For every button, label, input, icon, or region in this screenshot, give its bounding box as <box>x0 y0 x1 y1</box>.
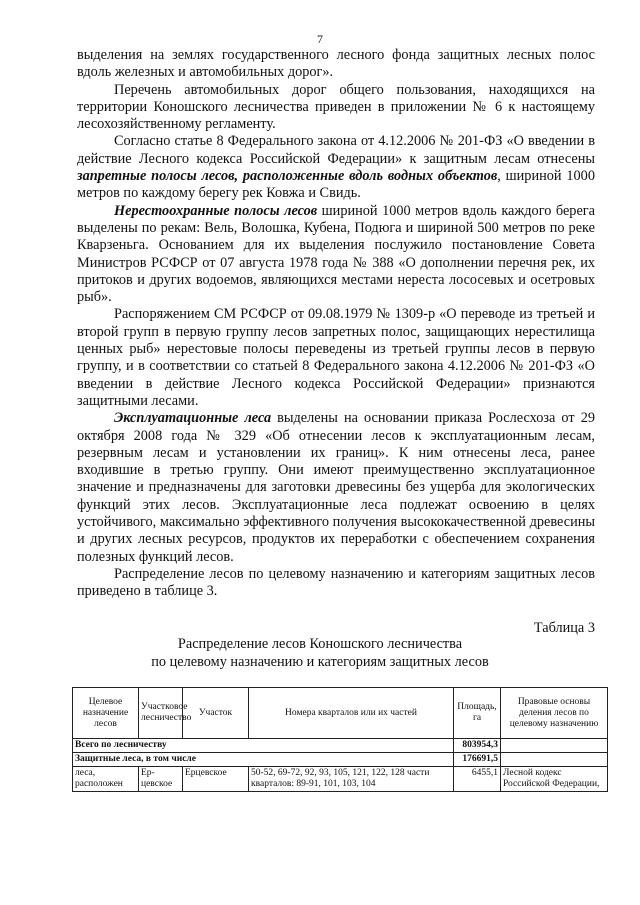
paragraph: Распределение лесов по целевому назначению и категориям защитных лесов приведено в таблице 3. <box>77 565 595 600</box>
empty-cell <box>501 753 608 767</box>
protective-label: Защитные леса, в том числе <box>73 753 454 767</box>
paragraph <box>77 133 595 202</box>
emphasis-term: Эксплуатационные леса <box>114 410 272 427</box>
cell-site: Ерцевское <box>183 767 249 792</box>
paragraph <box>77 203 595 307</box>
paragraph: Распоряжением СМ РСФСР от 09.08.1979 № 1309-р «О переводе из третьей и второй групп в первую группу лесов запретных полос, защищающих нерестилища ценных рыб» нерестовые полосы переведены из третьей группы лесов в первую группу, и в соответствии со статьей 8 Федерального закона 4.12.2006 № 201-ФЗ «О введении в действие Лесного кодекса Российской Федерации» признаются защитными лесами. <box>77 306 595 409</box>
paragraph: Перечень автомобильных дорог общего пользования, находящихся на территории Коношского лесничества приведен в приложении № 6 к настоящему лесохозяйственному регламенту. <box>77 81 595 133</box>
paragraph-text: выделены на основании приказа Рослесхоза от 29 октября 2008 года № 329 «Об отнесении лесов к эксплуатационным лесам, резервным лесам и установлении их границ». К ним отнесены леса, ранее входившие в третью группу. Они имеют преимущественно эксплуатационное значение и предназначены для заготовки древесины без ущерба для экологических функций этих лесов. Эксплуатационные леса подлежат освоению в целях устойчивого, максимально эффективного получения высококачественной древесины и других лесных ресурсов, продуктов их переработки с обеспечением сохранения полезных функций лесов. <box>77 410 595 565</box>
caption-line: по целевому назначению и категориям защитных лесов <box>151 653 489 670</box>
table-row-total <box>73 739 608 753</box>
paragraph <box>77 410 595 566</box>
forest-distribution-table <box>72 687 608 792</box>
table-caption <box>0 636 640 671</box>
paragraph-text: шириной 1000 метров вдоль каждого берега выделены по рекам: Вель, Волошка, Кубена, Подюга и шириной 500 метров по реке Кварзеньга. Основанием для их выделения послужило постановление Совета Министров РСФСР от 07 августа 1978 года № 388 «О дополнении перечня рек, их притоков и других водоемов, являющихся местами нереста лососевых и осетровых рыб». <box>77 202 596 306</box>
empty-cell <box>501 739 608 753</box>
emphasis-term: Нерестоохранные полосы лесов <box>114 202 318 219</box>
column-header: Правовые основы деления лесов по целевому назначению <box>501 688 608 739</box>
table-header-row <box>73 688 608 739</box>
table-row <box>73 767 608 792</box>
paragraph: выделения на землях государственного лесного фонда защитных лесных полос вдоль железных и автомобильных дорог». <box>77 47 595 81</box>
protective-value: 176691,5 <box>454 753 501 767</box>
cell-purpose: леса, расположен <box>73 767 139 792</box>
table-row-protective <box>73 753 608 767</box>
cell-area: 6455,1 <box>454 767 501 792</box>
total-value: 803954,3 <box>454 739 501 753</box>
cell-quarters: 50-52, 69-72, 92, 93, 105, 121, 122, 128 части кварталов: 89-91, 101, 103, 104 <box>249 767 454 792</box>
paragraph-text: Согласно статье 8 Федерального закона от 4.12.2006 № 201-ФЗ «О введении в действие Лесного кодекса Российской Федерации» к защитным лесам отнесены <box>77 133 595 167</box>
cell-legal: Лесной кодекс Российской Федерации, <box>501 767 608 792</box>
caption-line: Распределение лесов Коношского лесничества <box>177 636 463 652</box>
column-header: Участок <box>183 688 249 739</box>
table-label: Таблица 3 <box>533 620 595 636</box>
column-header: Участковое лесничество <box>139 688 183 739</box>
total-label: Всего по лесничеству <box>73 739 454 753</box>
column-header: Целевое назначение лесов <box>73 688 139 739</box>
column-header: Площадь, га <box>454 688 501 739</box>
emphasis-term: запретные полосы лесов, расположенные вдоль водных объектов <box>77 168 498 185</box>
body-text <box>77 47 595 601</box>
paragraph-text: , шириной 1000 метров по каждому берегу рек Ковжа и Свидь. <box>77 168 595 202</box>
column-header: Номера кварталов или их частей <box>249 688 454 739</box>
cell-district: Ер-цевское <box>139 767 183 792</box>
page-number: 7 <box>317 32 323 46</box>
